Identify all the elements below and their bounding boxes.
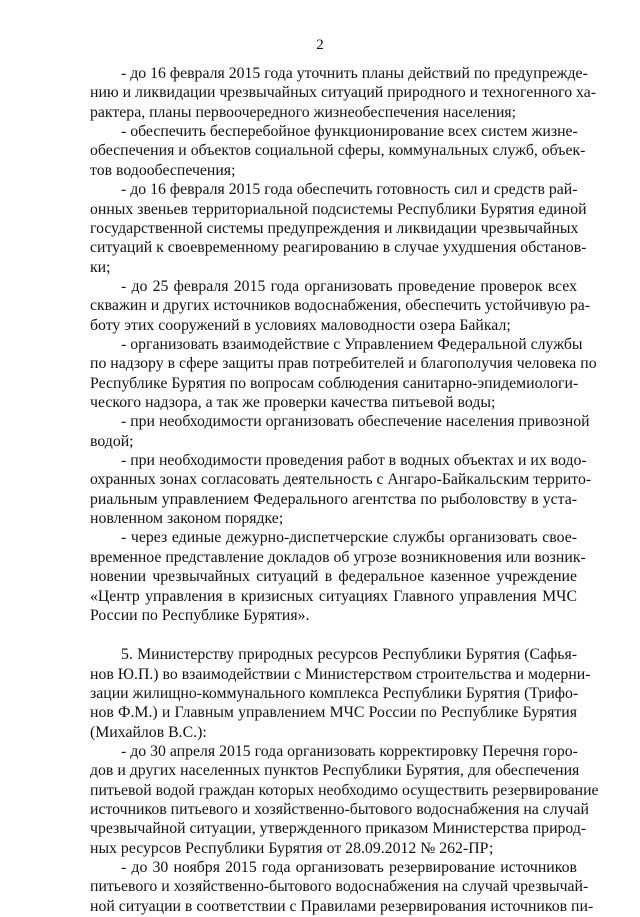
text-line: тов водообеспечения; <box>90 161 236 179</box>
text-line: боту этих сооружений в условиях маловодности озера Байкал; <box>90 316 511 334</box>
text-line: по надзору в сфере защиты прав потребителей и благополучия человека по <box>90 355 597 373</box>
text-line: источников питьевого и хозяйственно-бытового водоснабжения на случай <box>90 801 589 818</box>
text-line: питьевого и хозяйственно-бытового водоснабжения на случай чрезвычай- <box>90 878 589 896</box>
text-line: скважин и других источников водоснабжения, обеспечить устойчивую ра- <box>90 297 591 315</box>
text-line: водой; <box>90 432 134 450</box>
page-number: 2 <box>316 37 324 53</box>
text-line: России по Республике Бурятия». <box>90 606 310 624</box>
text-line: «Центр управления в кризисных ситуациях Главного управления МЧС <box>90 587 577 605</box>
text-line: - до 30 апреля 2015 года организовать корректировку Перечня горо- <box>121 742 578 760</box>
text-line: ческого надзора, а так же проверки качества питьевой воды; <box>90 394 496 411</box>
text-line: Республике Бурятия по вопросам соблюдения санитарно-эпидемиологи- <box>90 374 579 392</box>
text-line: ки; <box>90 258 111 276</box>
text-line: (Михайлов В.С.): <box>90 723 207 741</box>
text-line: ных ресурсов Республики Бурятия от 28.09.2012 № 262-ПР; <box>90 839 494 857</box>
text-line: новленном законом порядке; <box>90 510 284 528</box>
text-line: государственной системы предупреждения и ликвидации чрезвычайных <box>90 219 579 237</box>
text-line: онных звеньев территориальной подсистемы Республики Бурятия единой <box>90 200 587 218</box>
text-line: зации жилищно-коммунального комплекса Республики Бурятия (Трифо- <box>90 684 579 702</box>
text-line: - до 16 февраля 2015 года обеспечить готовность сил и средств рай- <box>121 181 578 199</box>
text-line: новении чрезвычайных ситуаций в федеральное казенное учреждение <box>90 568 577 586</box>
text-line: обеспечения и объектов социальной сферы, коммунальных служб, объек- <box>90 142 586 160</box>
text-line: ной ситуации в соответствии с Правилами резервирования источников пи- <box>90 897 594 915</box>
text-line: - при необходимости организовать обеспечение населения привозной <box>121 413 590 431</box>
text-line: - организовать взаимодействие с Управлением Федеральной службы <box>121 335 583 353</box>
text-line: дов и других населенных пунктов Республики Бурятия, для обеспечения <box>90 762 580 780</box>
text-line: временное представление докладов об угрозе возникновения или возник- <box>90 548 586 566</box>
text-line: рактера, планы первоочередного жизнеобеспечения населения; <box>90 103 517 121</box>
text-line: риальным управлением Федерального агентства по рыболовству в уста- <box>90 490 577 508</box>
text-line: нию и ликвидации чрезвычайных ситуаций природного и техногенного ха- <box>90 84 597 102</box>
text-line: нов Ю.П.) во взаимодействии с Министерством строительства и модерни- <box>90 665 591 683</box>
text-line: - до 30 ноября 2015 года организовать резервирование источников <box>121 859 577 876</box>
text-line: 5. Министерству природных ресурсов Республики Бурятия (Сафья- <box>121 646 577 664</box>
text-line: нов Ф.М.) и Главным управлением МЧС России по Республике Бурятия <box>90 704 577 722</box>
text-line: - до 25 февраля 2015 года организовать проведение проверок всех <box>121 277 577 295</box>
text-line: питьевой водой граждан которых необходимо осуществить резервирование <box>90 781 599 799</box>
text-line: - через единые дежурно-диспетчерские службы организовать свое- <box>121 529 577 547</box>
text-line: - при необходимости проведения работ в водных объектах и их водо- <box>121 452 587 469</box>
text-line: ситуаций к своевременному реагированию в случае ухудшения обстанов- <box>90 239 587 257</box>
text-line: - до 16 февраля 2015 года уточнить планы действий по предупрежде- <box>121 65 588 82</box>
text-line: - обеспечить бесперебойное функционирование всех систем жизне- <box>121 123 578 141</box>
text-line: чрезвычайной ситуации, утвержденного приказом Министерства природ- <box>90 820 587 838</box>
text-line: охранных зонах согласовать деятельность с Ангаро-Байкальским террито- <box>90 471 592 489</box>
